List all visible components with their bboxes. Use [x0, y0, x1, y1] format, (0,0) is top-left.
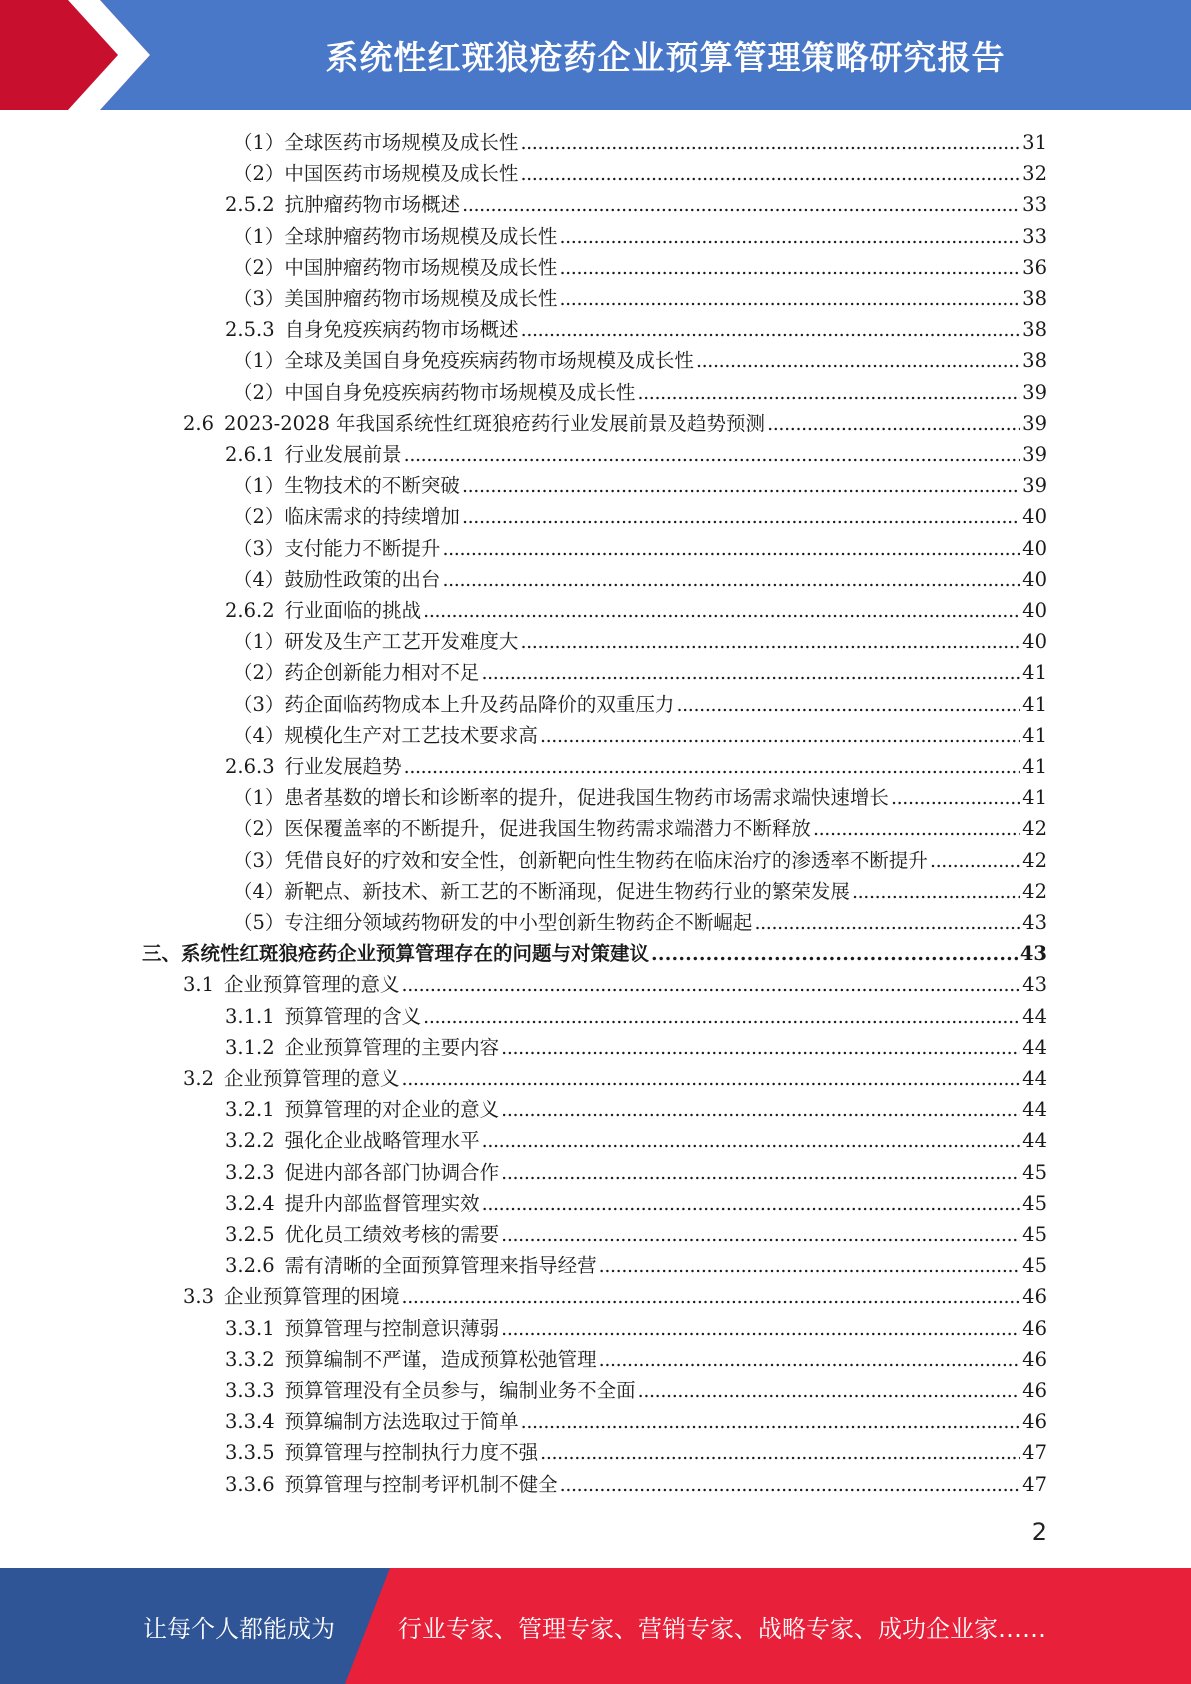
toc-dot-leader — [540, 722, 1020, 750]
toc-entry-number: 3.3 — [183, 1285, 215, 1309]
toc-dot-leader — [891, 784, 1020, 812]
toc-entry-page: 39 — [1022, 380, 1047, 404]
toc-entry-page: 31 — [1022, 131, 1047, 154]
toc-entry-title: 促进内部各部门协调合作 — [284, 1160, 500, 1184]
toc-entry-number: 2.6.1 — [225, 443, 275, 466]
toc-entry[interactable] — [233, 254, 1047, 282]
toc-dot-leader — [520, 628, 1020, 656]
toc-dot-leader — [696, 347, 1020, 375]
toc-entry-number: （3） — [233, 287, 285, 310]
toc-entry[interactable] — [183, 1283, 1047, 1311]
toc-entry-title: 全球医药市场规模及成长性 — [284, 131, 519, 154]
toc-entry[interactable] — [233, 722, 1047, 750]
toc-entry[interactable] — [233, 909, 1047, 937]
toc-entry-page: 44 — [1022, 1129, 1047, 1153]
toc-entry-page: 39 — [1022, 443, 1047, 466]
toc-entry-number: （2） — [233, 162, 285, 186]
toc-entry-number: 3.3.2 — [225, 1347, 275, 1371]
toc-entry-page: 33 — [1022, 193, 1047, 217]
toc-dot-leader — [482, 1190, 1021, 1218]
toc-entry[interactable] — [225, 1096, 1047, 1124]
toc-entry-number: （4） — [233, 723, 285, 747]
toc-entry-title: 强化企业战略管理水平 — [284, 1129, 480, 1153]
toc-dot-leader — [520, 129, 1020, 157]
toc-entry[interactable] — [225, 1471, 1047, 1499]
toc-entry-number: 2.5.3 — [225, 318, 275, 342]
toc-dot-leader — [599, 1346, 1021, 1374]
toc-entry-number: 3.1.1 — [225, 1004, 275, 1028]
toc-entry-page: 43 — [1022, 911, 1047, 934]
toc-entry-page: 46 — [1022, 1347, 1047, 1371]
toc-entry-title: 凭借良好的疗效和安全性，创新靶向性生物药在临床治疗的渗透率不断提升 — [284, 848, 928, 872]
toc-entry-number: 3.3.6 — [225, 1472, 275, 1496]
toc-dot-leader — [462, 191, 1020, 219]
toc-entry-number: （5） — [233, 911, 285, 934]
toc-entry-page: 40 — [1022, 536, 1047, 560]
toc-entry-page: 47 — [1022, 1472, 1047, 1496]
toc-entry-number: （4） — [233, 567, 285, 591]
toc-entry-page: 38 — [1022, 349, 1047, 373]
toc-entry-number: （2） — [233, 661, 285, 685]
toc-entry-page: 46 — [1022, 1410, 1047, 1434]
toc-entry-title: 企业预算管理的主要内容 — [284, 1035, 500, 1059]
toc-entry-number: （2） — [233, 255, 285, 279]
toc-entry[interactable] — [233, 285, 1047, 313]
toc-entry[interactable] — [233, 815, 1047, 843]
toc-entry-title: 自身免疫疾病药物市场概述 — [284, 318, 519, 342]
toc-entry-title: 抗肿瘤药物市场概述 — [284, 193, 461, 217]
toc-entry-number: 3.2.6 — [225, 1254, 275, 1278]
toc-dot-leader — [402, 971, 1021, 999]
toc-entry-page: 47 — [1022, 1441, 1047, 1465]
toc-dot-leader — [754, 909, 1020, 937]
toc-entry-number: （1） — [233, 224, 285, 248]
toc-dot-leader — [402, 1283, 1021, 1311]
toc-entry-number: （2） — [233, 817, 285, 841]
toc-entry-page: 41 — [1022, 755, 1047, 778]
toc-entry-title: 企业预算管理的意义 — [224, 973, 400, 997]
toc-entry-title: 生物技术的不断突破 — [284, 474, 460, 498]
toc-entry-page: 46 — [1022, 1285, 1047, 1309]
toc-entry[interactable] — [225, 1377, 1047, 1405]
toc-entry-title: 新靶点、新技术、新工艺的不断涌现，促进生物药行业的繁荣发展 — [284, 879, 850, 903]
toc-dot-leader — [767, 410, 1020, 438]
toc-entry[interactable] — [225, 441, 1047, 469]
toc-dot-leader — [423, 1003, 1020, 1031]
toc-entry[interactable] — [225, 1439, 1047, 1467]
header-banner — [0, 0, 1191, 110]
toc-entry-page: 45 — [1022, 1254, 1047, 1278]
toc-entry-page: 46 — [1022, 1379, 1047, 1402]
toc-entry-page: 36 — [1022, 255, 1047, 279]
toc-entry-page: 44 — [1022, 1004, 1047, 1028]
toc-entry[interactable] — [225, 1190, 1047, 1218]
toc-entry-title: 医保覆盖率的不断提升，促进我国生物药需求端潜力不断释放 — [284, 817, 811, 841]
toc-entry-page: 41 — [1022, 692, 1047, 716]
toc-entry[interactable] — [233, 659, 1047, 687]
toc-dot-leader — [442, 535, 1020, 563]
toc-dot-leader — [638, 1377, 1021, 1405]
toc-entry-title: 系统性红斑狼疮药企业预算管理存在的问题与对策建议 — [181, 942, 650, 966]
toc-entry[interactable] — [233, 379, 1047, 407]
toc-dot-leader — [481, 659, 1020, 687]
toc-dot-leader — [560, 1471, 1021, 1499]
footer-banner — [0, 1568, 1191, 1684]
toc-entry[interactable] — [233, 628, 1047, 656]
toc-dot-leader — [423, 597, 1020, 625]
toc-entry[interactable] — [183, 410, 1047, 438]
toc-dot-leader — [521, 316, 1021, 344]
toc-dot-leader — [501, 1034, 1020, 1062]
toc-entry-title: 企业预算管理的困境 — [224, 1285, 400, 1309]
toc-entry[interactable] — [233, 129, 1047, 157]
toc-entry-page: 43 — [1019, 942, 1047, 966]
toc-entry-number: 3.2.3 — [225, 1160, 275, 1184]
toc-dot-leader — [599, 1252, 1021, 1280]
toc-entry-title: 美国肿瘤药物市场规模及成长性 — [284, 287, 558, 310]
toc-entry[interactable] — [225, 1252, 1047, 1280]
toc-entry-title: 预算管理与控制执行力度不强 — [284, 1441, 539, 1465]
toc-entry-title: 中国肿瘤药物市场规模及成长性 — [284, 255, 558, 279]
toc-dot-leader — [482, 1127, 1021, 1155]
toc-entry-number: 三、 — [142, 942, 182, 966]
toc-entry-number: （4） — [233, 879, 285, 903]
toc-entry[interactable] — [225, 1127, 1047, 1155]
toc-entry[interactable] — [233, 878, 1047, 906]
toc-entry-page: 41 — [1022, 786, 1047, 810]
toc-entry-number: 3.2.5 — [225, 1223, 275, 1246]
footer-slogan: 让每个人都能成为 — [143, 1614, 335, 1643]
toc-entry-page: 42 — [1022, 848, 1047, 872]
toc-entry-page: 44 — [1022, 1098, 1047, 1122]
toc-entry-number: 3.3.4 — [225, 1410, 275, 1434]
toc-entry-title: 预算编制不严谨，造成预算松弛管理 — [284, 1347, 597, 1371]
report-title: 系统性红斑狼疮药企业预算管理策略研究报告 — [325, 37, 1006, 77]
toc-entry-number: 3.1 — [183, 973, 215, 997]
toc-entry-title: 患者基数的增长和诊断率的提升，促进我国生物药市场需求端快速增长 — [284, 786, 889, 810]
toc-entry-number: （3） — [233, 692, 285, 716]
toc-entry-page: 44 — [1022, 1035, 1047, 1059]
toc-entry[interactable] — [233, 472, 1047, 500]
toc-entry-number: 2.6 — [183, 411, 215, 435]
toc-entry-page: 46 — [1022, 1316, 1047, 1340]
toc-dot-leader — [402, 1065, 1021, 1093]
toc-entry-number: （1） — [233, 131, 285, 154]
toc-entry-page: 45 — [1022, 1160, 1047, 1184]
toc-entry-title: 提升内部监督管理实效 — [284, 1191, 480, 1215]
toc-entry-title: 药企创新能力相对不足 — [284, 661, 480, 685]
toc-dot-leader — [520, 160, 1020, 188]
toc-entry-number: （1） — [233, 786, 285, 810]
toc-dot-leader — [501, 1159, 1020, 1187]
toc-dot-leader — [501, 1315, 1020, 1343]
toc-entry-page: 38 — [1022, 318, 1047, 342]
toc-entry-title: 中国医药市场规模及成长性 — [284, 162, 519, 186]
toc-entry[interactable] — [183, 971, 1047, 999]
toc-entry[interactable] — [233, 160, 1047, 188]
toc-entry-number: 3.3.5 — [225, 1441, 275, 1465]
toc-entry-number: 2.6.2 — [225, 599, 275, 622]
toc-entry-page: 44 — [1022, 1067, 1047, 1090]
toc-entry-page: 40 — [1022, 505, 1047, 529]
toc-entry[interactable] — [233, 847, 1047, 875]
toc-entry-number: （3） — [233, 536, 285, 560]
toc-entry-page: 45 — [1022, 1191, 1047, 1215]
toc-dot-leader — [521, 1408, 1021, 1436]
page-number: 2 — [1031, 1518, 1047, 1546]
toc-entry-page: 39 — [1022, 474, 1047, 498]
toc-entry[interactable] — [225, 1346, 1047, 1374]
toc-entry[interactable] — [225, 1034, 1047, 1062]
toc-dot-leader — [540, 1439, 1020, 1467]
toc-entry-number: 3.3.1 — [225, 1316, 275, 1340]
toc-entry-number: （2） — [233, 505, 285, 529]
toc-dot-leader — [852, 878, 1020, 906]
toc-entry[interactable] — [233, 223, 1047, 251]
toc-entry-number: （1） — [233, 474, 285, 498]
toc-entry-title: 中国自身免疫疾病药物市场规模及成长性 — [284, 380, 636, 404]
toc-entry[interactable] — [233, 535, 1047, 563]
toc-entry-page: 38 — [1022, 287, 1047, 310]
toc-entry-number: 2.6.3 — [225, 755, 275, 778]
toc-entry-page: 33 — [1022, 224, 1047, 248]
toc-entry-title: 全球肿瘤药物市场规模及成长性 — [284, 224, 558, 248]
toc-dot-leader — [930, 847, 1020, 875]
toc-dot-leader — [813, 815, 1020, 843]
toc-entry-page: 41 — [1022, 661, 1047, 685]
toc-entry-number: 3.2.1 — [225, 1098, 275, 1122]
toc-dot-leader — [462, 503, 1020, 531]
toc-entry-title: 预算管理与控制考评机制不健全 — [284, 1472, 558, 1496]
toc-entry-title: 行业面临的挑战 — [284, 599, 422, 622]
toc-entry[interactable] — [233, 503, 1047, 531]
toc-entry-title: 行业发展趋势 — [284, 755, 402, 778]
toc-entry-title: 预算管理与控制意识薄弱 — [284, 1316, 500, 1340]
toc-dot-leader — [559, 285, 1020, 313]
toc-entry-title: 优化员工绩效考核的需要 — [284, 1223, 500, 1246]
toc-entry[interactable] — [225, 753, 1047, 781]
toc-dot-leader — [462, 472, 1020, 500]
toc-entry[interactable] — [183, 1065, 1047, 1093]
toc-entry-number: 3.2.2 — [225, 1129, 275, 1153]
toc-entry[interactable] — [225, 1159, 1047, 1187]
toc-entry[interactable] — [233, 784, 1047, 812]
toc-entry-title: 鼓励性政策的出台 — [284, 567, 441, 591]
toc-entry[interactable] — [233, 347, 1047, 375]
toc-entry-title: 研发及生产工艺开发难度大 — [284, 630, 519, 654]
toc-entry-page: 40 — [1022, 630, 1047, 654]
toc-dot-leader — [404, 441, 1021, 469]
toc-entry-title: 预算管理没有全员参与，编制业务不全面 — [284, 1379, 636, 1402]
toc-entry[interactable] — [225, 597, 1047, 625]
toc-entry-title: 临床需求的持续增加 — [284, 505, 460, 529]
toc-dot-leader — [637, 379, 1020, 407]
toc-entry[interactable] — [233, 691, 1047, 719]
toc-entry-title: 药企面临药物成本上升及药品降价的双重压力 — [284, 692, 675, 716]
toc-entry[interactable] — [225, 1003, 1047, 1031]
toc-dot-leader — [559, 223, 1020, 251]
toc-entry-title: 需有清晰的全面预算管理来指导经营 — [284, 1254, 597, 1278]
toc-entry-number: （1） — [233, 630, 285, 654]
toc-entry-page: 40 — [1022, 567, 1047, 591]
toc-entry-page: 39 — [1022, 411, 1047, 435]
toc-entry-number: 3.3.3 — [225, 1379, 275, 1402]
toc-entry[interactable] — [225, 316, 1047, 344]
toc-entry-title: 2023-2028 年我国系统性红斑狼疮药行业发展前景及趋势预测 — [224, 411, 766, 435]
toc-entry-number: （1） — [233, 349, 285, 373]
toc-entry-title: 支付能力不断提升 — [284, 536, 441, 560]
toc-entry-number: 2.5.2 — [225, 193, 275, 217]
toc-entry-page: 40 — [1022, 599, 1047, 622]
toc-entry-number: 3.2.4 — [225, 1191, 275, 1215]
toc-entry-page: 42 — [1022, 879, 1047, 903]
toc-entry-title: 行业发展前景 — [284, 443, 402, 466]
toc-entry-number: （3） — [233, 848, 285, 872]
toc-dot-leader — [676, 691, 1020, 719]
toc-dot-leader — [651, 940, 1018, 968]
toc-entry[interactable] — [225, 1221, 1047, 1249]
toc-entry-title: 预算管理的含义 — [284, 1004, 422, 1028]
toc-entry-title: 专注细分领域药物研发的中小型创新生物药企不断崛起 — [284, 911, 753, 934]
toc-entry-page: 32 — [1022, 162, 1047, 186]
toc-entry-page: 43 — [1022, 973, 1047, 997]
toc-dot-leader — [442, 566, 1020, 594]
toc-entry-number: 3.1.2 — [225, 1035, 275, 1059]
toc-entry[interactable] — [225, 1315, 1047, 1343]
toc-entry-number: （2） — [233, 380, 285, 404]
footer-roles: 行业专家、管理专家、营销专家、战略专家、成功企业家…… — [398, 1614, 1046, 1643]
toc-entry-title: 规模化生产对工艺技术要求高 — [284, 723, 538, 747]
red-chevron-logo — [0, 0, 160, 110]
toc-entry-title: 全球及美国自身免疫疾病药物市场规模及成长性 — [284, 349, 694, 373]
toc-entry[interactable] — [142, 940, 1047, 968]
toc-entry-title: 预算编制方法选取过于简单 — [284, 1410, 519, 1434]
toc-entry-page: 41 — [1022, 723, 1047, 747]
toc-entry-page: 45 — [1022, 1223, 1047, 1246]
toc-dot-leader — [501, 1221, 1020, 1249]
toc-entry-title: 企业预算管理的意义 — [224, 1067, 400, 1090]
toc-entry[interactable] — [225, 191, 1047, 219]
toc-entry[interactable] — [225, 1408, 1047, 1436]
toc-dot-leader — [404, 753, 1021, 781]
toc-entry-number: 3.2 — [183, 1067, 215, 1090]
toc-entry-page: 42 — [1022, 817, 1047, 841]
toc-entry[interactable] — [233, 566, 1047, 594]
toc-dot-leader — [501, 1096, 1020, 1124]
toc-entry-title: 预算管理的对企业的意义 — [284, 1098, 500, 1122]
toc-dot-leader — [559, 254, 1020, 282]
